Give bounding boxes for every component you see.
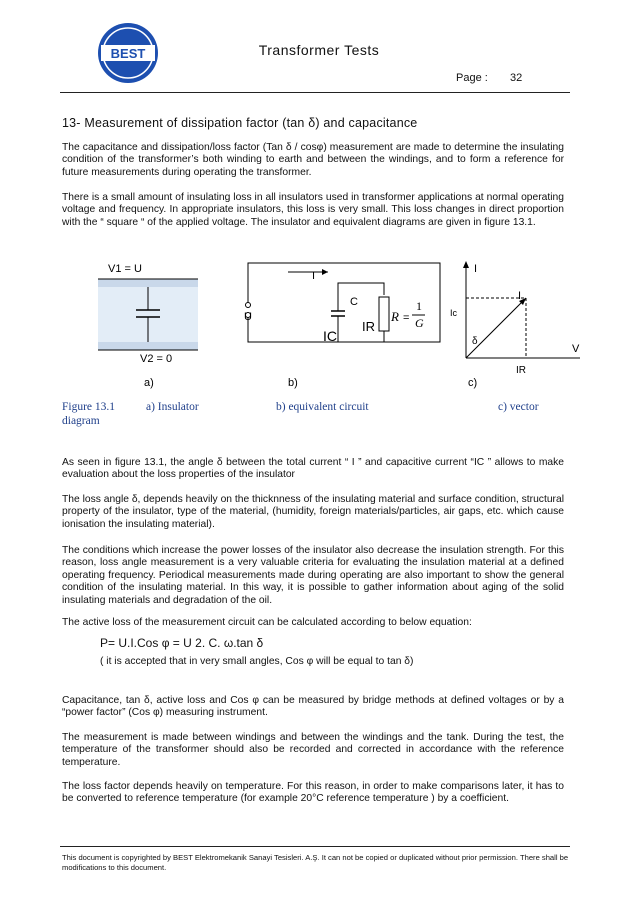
u-label: U: [244, 311, 252, 323]
page-number: 32: [510, 72, 523, 84]
frac-num: 1: [416, 299, 422, 313]
figure-caption-a: a) Insulator: [146, 401, 199, 413]
header-divider: [60, 92, 570, 93]
figure-caption-b: b) equivalent circuit: [276, 401, 369, 413]
paragraph-5: The conditions which increase the power losses of the insulator also decrease the insulation strength. For this reason, loss angle measurement is a very valuable criteria for evaluating the insulation material at a defined operating frequency. Periodical measurements made during operating are also important to show the general condition of the insulating material. In this way, it is possible to gather information about aging of the solid insulating materials and degradation of the oil.: [62, 545, 564, 606]
power-equation: P= U.I.Cos φ = U 2. C. ω.tan δ: [100, 636, 264, 650]
c-label: C: [350, 296, 358, 308]
vector-diagram: [450, 261, 580, 389]
i-label: I: [312, 270, 316, 282]
paragraph-3: As seen in figure 13.1, the angle δ between the total current “ I ” and capacitive current “IC ” allows to make evaluation about the loss properties of the insulator: [62, 457, 564, 481]
v1-label: V1 = U: [108, 263, 142, 275]
v-axis-label: V: [572, 343, 580, 355]
page-label: Page :: [456, 72, 488, 84]
paragraph-2: There is a small amount of insulating loss in all insulators used in transformer applications at normal operating voltage and frequency. In appropriate insulators, this loss is very small. This loss changes in direct proportion with the “ square “ of the applied voltage. The insulator and equivalent diagrams are given in figure 13.1.: [62, 192, 564, 228]
paragraph-1: The capacitance and dissipation/loss factor (Tan δ / cosφ) measurement are made to determine the insulating condition of the transformer’s both winding to earth and between the windings, and to form a reference for future measurements during operating the transformer.: [62, 142, 564, 178]
ir-label: IR: [362, 319, 375, 334]
frac-den: G: [415, 316, 424, 330]
logo-text: BEST: [110, 46, 146, 61]
document-title: Transformer Tests: [258, 42, 380, 58]
fig-b-label: b): [288, 377, 298, 389]
paragraph-9: The loss factor depends heavily on temperature. For this reason, in order to make comparisons later, it has to be converted to reference temperature (for example 20°C reference temperature ) by a coefficient.: [62, 781, 564, 805]
paragraph-6: The active loss of the measurement circuit can be calculated according to below equation:: [62, 617, 472, 628]
r-label: R: [391, 309, 399, 324]
i-vector-label: I: [518, 290, 522, 302]
paragraph-4: The loss angle δ, depends heavily on the thicknness of the insulating material and surface condition, structural property of the insulator, type of the material, (humidity, foreign materials/particles, air gaps, etc. which cause ionisation the insulating material).: [62, 494, 564, 530]
figure-caption-cont: diagram: [62, 415, 100, 427]
delta-label: δ: [472, 336, 478, 347]
footer-copyright: This document is copyrighted by BEST Elektromekanik Sanayi Tesisleri. A.Ş. It can not be copied or duplicated without prior permission. There shall be modifications to this document.: [62, 853, 569, 872]
section-heading: 13- Measurement of dissipation factor (tan δ) and capacitance: [62, 116, 418, 130]
svg-text:=: =: [403, 312, 410, 324]
ic-vector-label: Ic: [450, 308, 458, 318]
ic-label: IC: [323, 328, 337, 344]
equation-note: ( it is accepted that in very small angles, Cos φ will be equal to tan δ): [100, 656, 414, 667]
fig-a-label: a): [144, 377, 154, 389]
figure-caption-number: Figure 13.1: [62, 401, 116, 413]
insulator-diagram: [98, 263, 198, 389]
figure-13-1: [60, 255, 580, 395]
paragraph-8: The measurement is made between windings and between the windings and the tank. During the test, the temperature of the transformer should also be recorded and corrected in accordance with the reference temperature.: [62, 732, 564, 768]
paragraph-7: Capacitance, tan δ, active loss and Cos φ can be measured by bridge methods at defined voltages or by a “power factor” (Cos φ) measuring instrument.: [62, 695, 564, 719]
v2-label: V2 = 0: [140, 353, 173, 365]
equivalent-circuit: [244, 263, 440, 389]
figure-caption-c: c) vector: [498, 401, 539, 413]
i-axis-label: I: [474, 263, 478, 275]
fig-c-label: c): [468, 377, 478, 389]
footer-divider: [60, 846, 570, 847]
ir-vector-label: IR: [516, 365, 526, 376]
